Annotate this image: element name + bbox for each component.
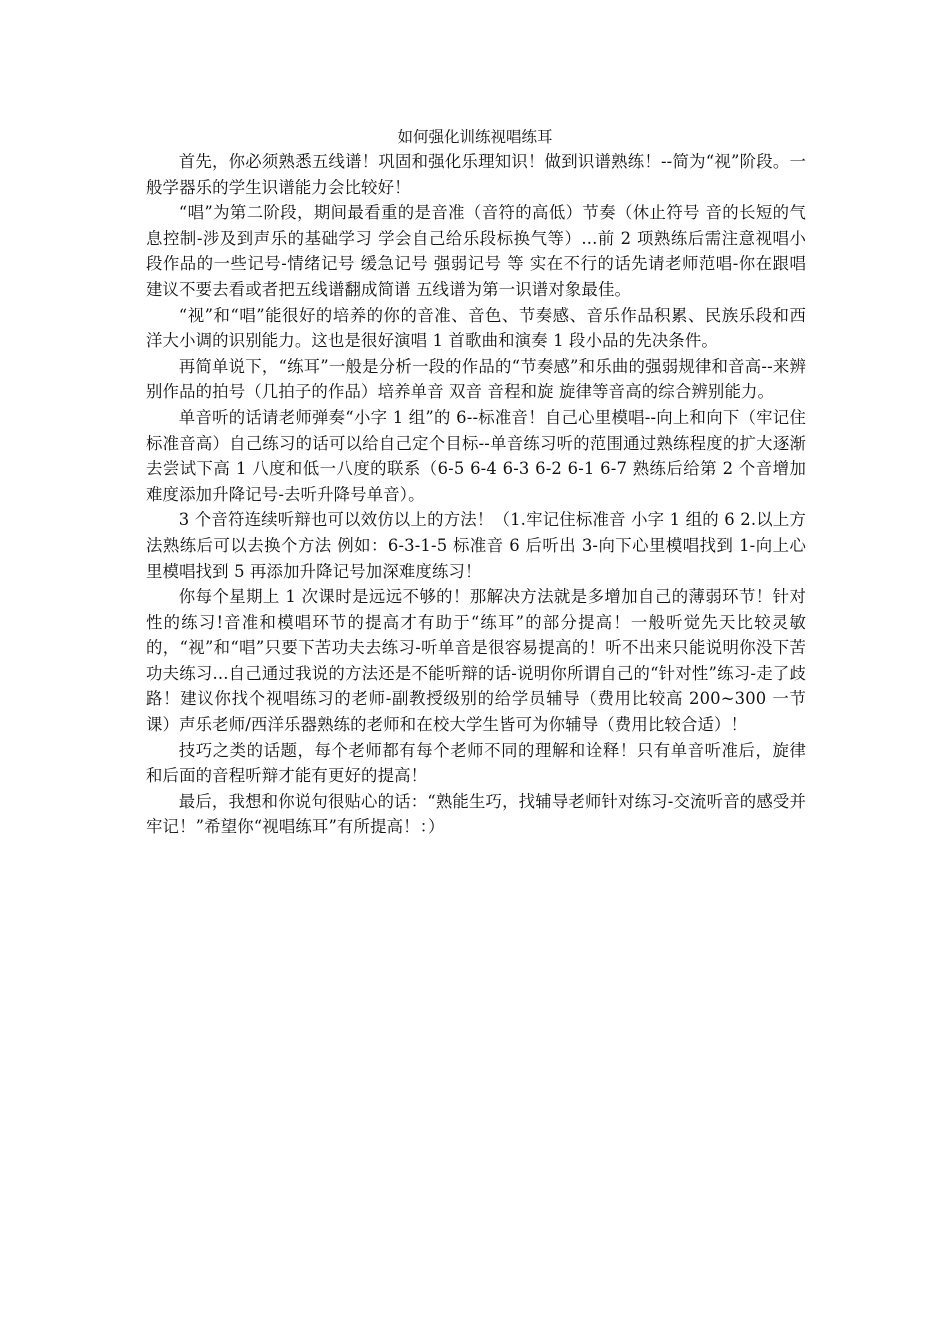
paragraph: “视”和“唱”能很好的培养的你的音准、音色、节奏感、音乐作品积累、民族乐段和西洋大小调的识别能力。这也是很好演唱 1 首歌曲和演奏 1 段小品的先决条件。 — [146, 305, 806, 351]
document-body — [146, 149, 806, 840]
paragraph: 你每个星期上 1 次课时是远远不够的！那解决方法就是多增加自己的薄弱环节！针对性的练习!音准和模唱环节的提高才有助于“练耳”的部分提高！一般听觉先天比较灵敏的，“视”和“唱”只要下苦功夫去练习-听单音是很容易提高的！听不出来只能说明你没下苦功夫练习...自己通过我说的方法还是不能听辩的话-说明你所谓自己的“针对性”练习-走了歧路！建议你找个视唱练习的老师-副教授级别的给学员辅导（费用比较高 200~300 一节课）声乐老师/西洋乐器熟练的老师和在校大学生皆可为你辅导（费用比较合适）！ — [146, 587, 806, 735]
paragraph: 首先，你必须熟悉五线谱！巩固和强化乐理知识！做到识谱熟练！--简为“视”阶段。一般学器乐的学生识谱能力会比较好！ — [146, 152, 806, 197]
paragraph: “唱”为第二阶段，期间最看重的是音准（音符的高低）节奏（休止符号 音的长短的气息控制-涉及到声乐的基础学习 学会自己给乐段标换气等）...前 2 项熟练后需注意视唱小段作品的一些记号-情绪记号 缓急记号 强弱记号 等 实在不行的话先请老师范唱-你在跟唱 建议不要去看或者把五线谱翻成简谱 五线谱为第一识谱对象最佳。 — [146, 203, 806, 299]
paragraph: 3 个音符连续听辩也可以效仿以上的方法！（1.牢记住标准音 小字 1 组的 6 2.以上方法熟练后可以去换个方法 例如：6-3-1-5 标准音 6 后听出 3-向下心里模唱找到 1-向上心里模唱找到 5 再添加升降记号加深难度练习！ — [146, 510, 806, 581]
paragraph: 技巧之类的话题，每个老师都有每个老师不同的理解和诠释！只有单音听准后，旋律和后面的音程听辩才能有更好的提高！ — [146, 740, 806, 786]
paragraph: 单音听的话请老师弹奏“小字 1 组”的 6--标准音！自己心里模唱--向上和向下（牢记住标准音高）自己练习的话可以给自己定个目标--单音练习听的范围通过熟练程度的扩大逐渐去尝试下高 1 八度和低一八度的联系（6-5 6-4 6-3 6-2 6-1 6-7 熟练后给第 2 个音增加难度添加升降记号-去听升降号单音）。 — [146, 407, 806, 504]
paragraph: 最后，我想和你说句很贴心的话：“熟能生巧，找辅导老师针对练习-交流听音的感受并牢记！”希望你“视唱练耳”有所提高！：） — [146, 791, 806, 837]
paragraph: 再简单说下，“练耳”一般是分析一段的作品的“节奏感”和乐曲的强弱规律和音高--来辨别作品的拍号（几拍子的作品）培养单音 双音 音程和旋 旋律等音高的综合辨别能力。 — [146, 356, 806, 402]
document-title: 如何强化训练视唱练耳 — [397, 128, 553, 146]
